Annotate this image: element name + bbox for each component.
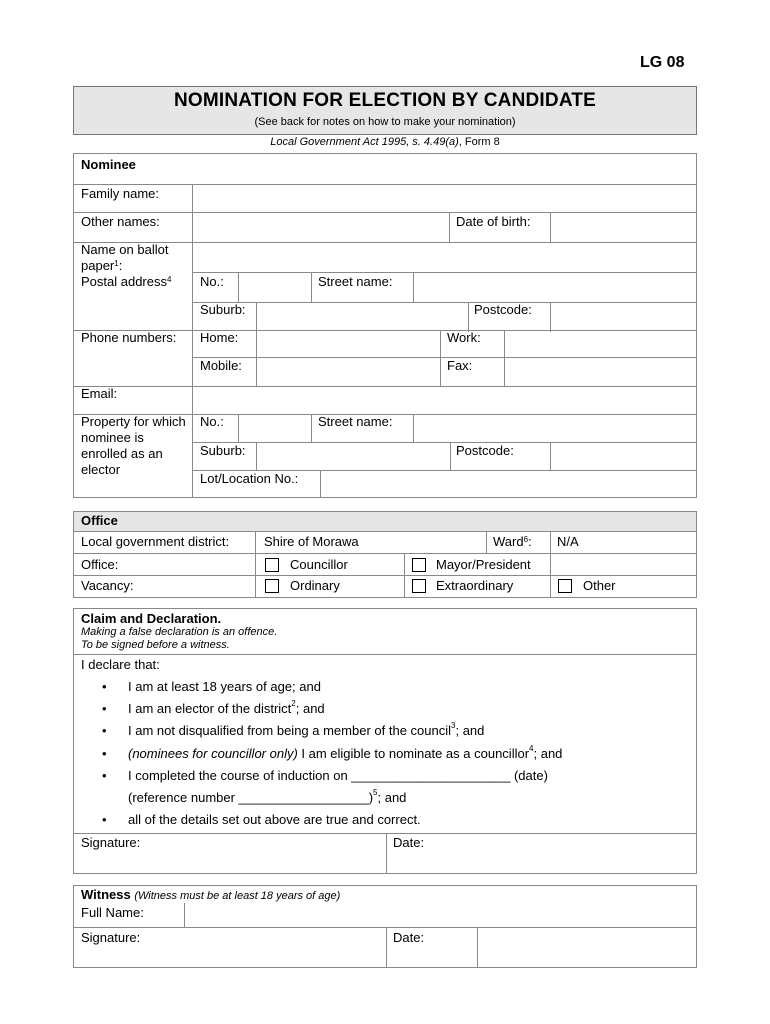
witness-heading-text: Witness	[81, 887, 131, 902]
email-field[interactable]	[194, 387, 694, 413]
bullet-6-marker: •	[102, 812, 107, 827]
ordinary-checkbox[interactable]	[265, 579, 279, 593]
ward-label-text: Ward	[493, 534, 524, 549]
declaration-reference-text: (reference number __________________)	[128, 790, 374, 805]
bullet-3-marker: •	[102, 723, 107, 738]
ordinary-label: Ordinary	[290, 578, 340, 593]
declaration-disqualified-end: ; and	[455, 723, 485, 738]
lot-location-field[interactable]	[322, 471, 694, 497]
lot-location-label: Lot/Location No.:	[200, 471, 299, 486]
mayor-label: Mayor/President	[436, 557, 531, 572]
ward-colon: :	[528, 534, 532, 549]
claim-signature-field[interactable]	[164, 834, 384, 873]
property-street-label: Street name:	[318, 414, 393, 429]
declaration-disqualified-text: I am not disqualified from being a member of the council	[128, 723, 452, 738]
property-no-label: No.:	[200, 414, 224, 429]
postal-street-field[interactable]	[415, 273, 694, 301]
declaration-elector-sup: 2	[291, 699, 296, 708]
postal-no-field[interactable]	[240, 273, 310, 301]
declaration-disqualified-sup: 3	[451, 721, 456, 730]
act-name: Local Government Act 1995, s. 4.49(a)	[270, 136, 459, 148]
councillor-checkbox[interactable]	[265, 558, 279, 572]
other-names-label: Other names:	[81, 214, 160, 229]
declaration-age: I am at least 18 years of age; and	[128, 679, 321, 694]
witness-full-name-field[interactable]	[186, 904, 694, 926]
ballot-name-text: Name on ballot paper	[81, 242, 169, 273]
declaration-reference-sup: 5	[373, 788, 378, 797]
work-phone-field[interactable]	[506, 331, 694, 357]
bullet-4-marker: •	[102, 746, 107, 761]
form-subtitle: (See back for notes on how to make your nomination)	[254, 116, 516, 128]
claim-date-field[interactable]	[434, 834, 694, 873]
office-label: Office:	[81, 557, 119, 572]
property-street-field[interactable]	[415, 415, 694, 442]
ballot-name-label	[81, 242, 191, 274]
act-form: , Form 8	[458, 136, 500, 148]
ward-label	[493, 534, 532, 550]
postal-sup: 4	[167, 275, 172, 284]
declaration-details: all of the details set out above are true and correct.	[128, 812, 421, 827]
work-label: Work:	[447, 330, 481, 345]
ward-sup: 6	[523, 535, 529, 544]
witness-date-label: Date:	[393, 930, 425, 945]
witness-full-name-label: Full Name:	[81, 905, 144, 920]
claim-signature-label: Signature:	[81, 835, 141, 850]
declaration-eligible	[128, 746, 562, 761]
office-heading: Office	[81, 513, 118, 528]
postal-address-label	[81, 274, 171, 290]
other-checkbox[interactable]	[558, 579, 572, 593]
claim-section	[73, 608, 697, 874]
bullet-5-marker: •	[102, 768, 107, 783]
act-reference	[73, 136, 697, 148]
claim-heading: Claim and Declaration.	[81, 611, 222, 626]
declaration-reference-end: ; and	[377, 790, 407, 805]
fax-label: Fax:	[447, 358, 473, 373]
postal-address-text: Postal address	[81, 274, 167, 289]
declaration-elector-end: ; and	[295, 701, 325, 716]
form-title: NOMINATION FOR ELECTION BY CANDIDATE	[173, 90, 597, 111]
nominee-section	[73, 153, 697, 498]
home-phone-field[interactable]	[258, 331, 438, 357]
office-section	[73, 511, 697, 598]
ballot-colon: :	[118, 258, 123, 273]
extraordinary-checkbox[interactable]	[412, 579, 426, 593]
postal-suburb-field[interactable]	[258, 303, 466, 331]
title-box	[73, 86, 697, 135]
claim-note-offence: Making a false declaration is an offence.	[81, 626, 278, 638]
mayor-checkbox[interactable]	[412, 558, 426, 572]
postal-postcode-field[interactable]	[552, 303, 694, 331]
witness-date-field[interactable]	[479, 928, 694, 967]
postal-suburb-label: Suburb:	[200, 302, 246, 317]
declaration-eligible-italic: (nominees for councillor only)	[128, 746, 298, 761]
witness-section	[73, 885, 697, 968]
home-label: Home:	[200, 330, 239, 345]
claim-date-label: Date:	[393, 835, 425, 850]
declaration-elector-text: I am an elector of the district	[128, 701, 292, 716]
mobile-label: Mobile:	[200, 358, 242, 373]
dob-field[interactable]	[552, 213, 694, 241]
ballot-sup: 1	[114, 259, 119, 268]
claim-note-witness: To be signed before a witness.	[81, 639, 230, 651]
declaration-eligible-sup: 4	[529, 744, 534, 753]
witness-signature-label: Signature:	[81, 930, 141, 945]
form-code: LG 08	[640, 54, 685, 71]
postal-street-label: Street name:	[318, 274, 393, 289]
property-suburb-label: Suburb:	[200, 443, 246, 458]
email-label: Email:	[81, 386, 118, 401]
other-label: Other	[583, 578, 616, 593]
phone-numbers-label: Phone numbers:	[81, 330, 177, 345]
property-no-field[interactable]	[240, 415, 310, 442]
witness-signature-field[interactable]	[164, 928, 384, 967]
bullet-1-marker: •	[102, 679, 107, 694]
extraordinary-label: Extraordinary	[436, 578, 514, 593]
postal-no-label: No.:	[200, 274, 224, 289]
nominee-heading: Nominee	[81, 157, 136, 172]
councillor-label: Councillor	[290, 557, 348, 572]
family-name-label: Family name:	[81, 186, 160, 201]
fax-field[interactable]	[506, 358, 694, 385]
family-name-field[interactable]	[194, 185, 694, 211]
witness-heading	[81, 887, 340, 904]
district-label: Local government district:	[81, 534, 230, 549]
declaration-induction: I completed the course of induction on ______________________ (date)	[128, 768, 548, 783]
declaration-reference	[128, 790, 406, 805]
declaration-eligible-end: ; and	[533, 746, 563, 761]
property-suburb-field[interactable]	[258, 443, 448, 469]
property-postcode-field[interactable]	[552, 443, 694, 469]
witness-note: (Witness must be at least 18 years of age)	[134, 890, 341, 902]
property-postcode-label: Postcode:	[456, 443, 514, 458]
ballot-name-field[interactable]	[194, 243, 694, 271]
declaration-eligible-text: I am eligible to nominate as a councillor	[297, 746, 530, 761]
mobile-phone-field[interactable]	[258, 358, 438, 385]
declare-intro: I declare that:	[81, 657, 160, 672]
postal-postcode-label: Postcode:	[474, 302, 532, 317]
vacancy-label: Vacancy:	[81, 578, 134, 593]
property-label: Property for which nominee is enrolled as an elector	[81, 414, 186, 477]
dob-label: Date of birth:	[456, 214, 531, 229]
declaration-disqualified	[128, 723, 484, 738]
ward-value: N/A	[557, 534, 579, 549]
bullet-2-marker: •	[102, 701, 107, 716]
declaration-elector	[128, 701, 325, 716]
district-value: Shire of Morawa	[264, 534, 359, 549]
